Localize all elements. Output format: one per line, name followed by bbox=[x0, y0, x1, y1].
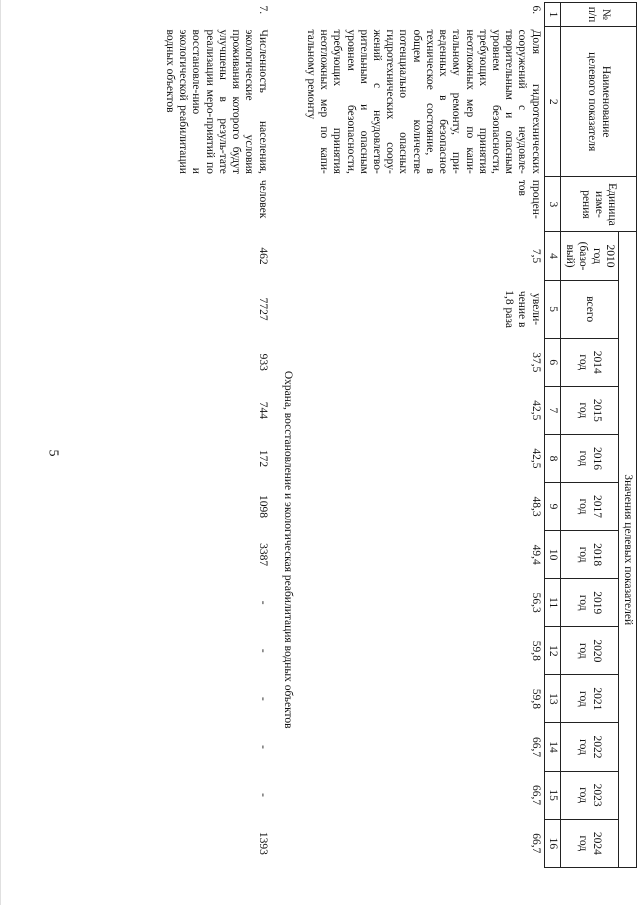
column-number: 8 bbox=[544, 434, 560, 482]
column-number: 14 bbox=[544, 723, 560, 771]
row-num: 7. bbox=[256, 5, 269, 15]
row-name: Численность населения, экологические условия проживания которого будут улучшены в резуль-тате реализации меро-приятий по восстановле-нию и экологической реабилитации водных объектов bbox=[164, 29, 269, 174]
column-number: 15 bbox=[544, 771, 560, 819]
column-number: 5 bbox=[544, 280, 560, 338]
header-name: Наименование целевого показателя bbox=[560, 27, 636, 177]
page-number: 5 bbox=[45, 449, 61, 457]
header-year: 2023 год bbox=[560, 771, 618, 819]
row-value: - bbox=[256, 745, 269, 749]
header-year: 2021 год bbox=[560, 675, 618, 723]
column-number: 6 bbox=[544, 338, 560, 386]
header-unit: Единица изме- рения bbox=[560, 177, 636, 232]
column-number: 4 bbox=[544, 232, 560, 280]
row-value: 1098 bbox=[256, 495, 269, 519]
target-indicators-table bbox=[161, 2, 637, 868]
table-row bbox=[161, 3, 271, 868]
row-base: 462 bbox=[256, 247, 269, 265]
header-num: № п/п bbox=[560, 3, 636, 27]
column-number: 7 bbox=[544, 386, 560, 434]
header-year: 2016 год bbox=[560, 434, 618, 482]
row-value: 48,3 bbox=[529, 496, 542, 517]
header-year: 2022 год bbox=[560, 723, 618, 771]
header-year: 2014 год bbox=[560, 338, 618, 386]
row-value: 59,8 bbox=[529, 640, 542, 661]
row-unit: процен-тов bbox=[516, 179, 542, 219]
row-value: - bbox=[256, 696, 269, 701]
section-title: Охрана, восстановление и экологическая реабилитация водных объектов bbox=[281, 370, 294, 729]
row-num: 6. bbox=[529, 5, 542, 15]
header-base-year: 2010 год (базо- вый) bbox=[560, 232, 618, 280]
row-value: 172 bbox=[256, 449, 269, 468]
row-total: 7727 bbox=[256, 297, 269, 321]
header-year: 2015 год bbox=[560, 386, 618, 434]
row-value: - bbox=[256, 648, 269, 653]
section-row bbox=[271, 3, 302, 868]
row-value: 56,3 bbox=[529, 592, 542, 613]
row-value: 66,7 bbox=[529, 785, 542, 806]
header-year: 2024 год bbox=[560, 819, 618, 867]
page-edge bbox=[0, 0, 1, 905]
header-year: 2018 год bbox=[560, 531, 618, 579]
column-number: 9 bbox=[544, 482, 560, 530]
row-value: 49,4 bbox=[529, 544, 542, 565]
rotated-page-content bbox=[164, 2, 637, 902]
header-group: Значения целевых показателей bbox=[618, 232, 636, 868]
column-numbers-row bbox=[544, 3, 560, 868]
column-number: 13 bbox=[544, 675, 560, 723]
row-total: увели-чение в 1,8 раза bbox=[503, 290, 542, 329]
row-value: 66,7 bbox=[529, 833, 542, 854]
column-number: 2 bbox=[544, 27, 560, 177]
row-value: 933 bbox=[256, 353, 269, 371]
column-number: 10 bbox=[544, 531, 560, 579]
column-number: 1 bbox=[544, 3, 560, 27]
column-number: 12 bbox=[544, 627, 560, 675]
row-unit: человек bbox=[256, 179, 269, 219]
header-year: 2019 год bbox=[560, 579, 618, 627]
row-value: 3387 bbox=[256, 543, 269, 567]
row-value: 42,5 bbox=[529, 448, 542, 469]
header-year: 2017 год bbox=[560, 482, 618, 530]
row-value: 744 bbox=[256, 401, 269, 419]
header-year: 2020 год bbox=[560, 627, 618, 675]
column-number: 16 bbox=[544, 819, 560, 867]
row-value: - bbox=[256, 793, 269, 798]
row-name: Доля гидротехнических сооружений с неудовле-творительным и опасным уровнем безопасности, требующих принятия неотложных мер по капи-тальному ремонту, при-веденных в безопасное техническое состояние, в общем количестве потенциально опасных гидротехнических соору-жений с неудовлетво-рительным и опасным уровнем безопасности, требующих принятия неотложных мер по капи-тальному ремонту bbox=[304, 29, 542, 174]
row-value: 42,5 bbox=[529, 400, 542, 421]
column-number: 11 bbox=[544, 579, 560, 627]
row-base: 7,5 bbox=[529, 248, 542, 264]
header-total: всего bbox=[560, 280, 618, 338]
row-value: 1393 bbox=[256, 831, 269, 855]
row-value: 66,7 bbox=[529, 736, 542, 758]
row-value: - bbox=[256, 600, 269, 605]
row-value: 59,8 bbox=[529, 688, 542, 709]
table-row bbox=[302, 3, 544, 868]
column-number: 3 bbox=[544, 177, 560, 232]
row-value: 37,5 bbox=[529, 352, 542, 373]
